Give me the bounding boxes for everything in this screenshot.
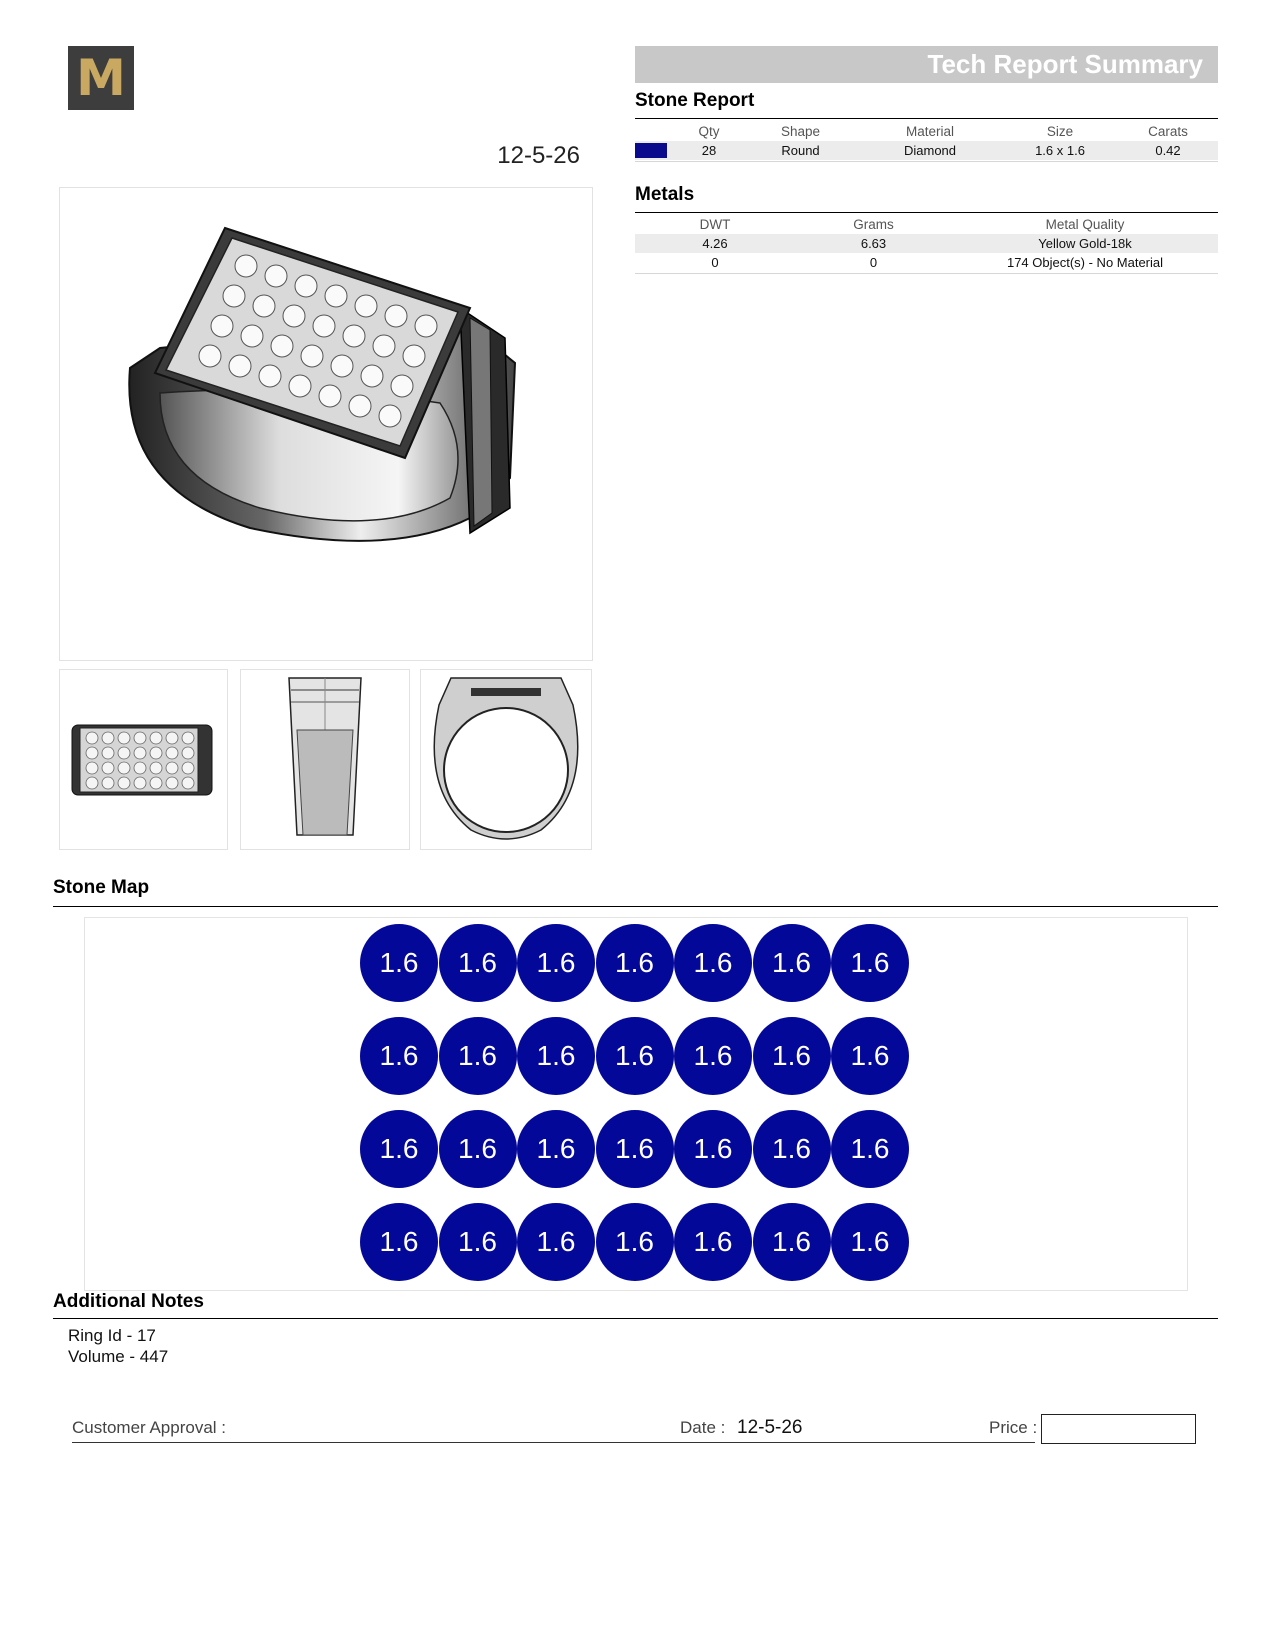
- stone-marker: 1.6: [439, 1203, 517, 1281]
- stone-marker: 1.6: [596, 924, 674, 1002]
- stone-marker: 1.6: [517, 1203, 595, 1281]
- ring-perspective-image: [60, 188, 592, 660]
- stone-marker: 1.6: [439, 1110, 517, 1188]
- stone-marker: 1.6: [753, 1110, 831, 1188]
- stone-map: [84, 917, 1188, 1291]
- swatch-column-header: [635, 121, 675, 141]
- ring-side-view-image: [241, 670, 409, 849]
- stone-marker: 1.6: [596, 1110, 674, 1188]
- table-row: [635, 253, 1218, 272]
- column-header-carats: Carats: [1148, 123, 1188, 139]
- metal-quality: 174 Object(s) - No Material: [1006, 255, 1164, 270]
- stone-marker: 1.6: [517, 1017, 595, 1095]
- stone-map-heading: Stone Map: [53, 877, 150, 898]
- metals-header-row: [635, 214, 1218, 234]
- stone-report-header-row: [635, 121, 1218, 141]
- ring-front-view: [420, 669, 592, 850]
- stone-carats: 0.42: [1118, 141, 1218, 160]
- stone-marker: 1.6: [831, 1203, 909, 1281]
- stone-marker: 1.6: [674, 1017, 752, 1095]
- ring-side-view: [240, 669, 410, 850]
- ring-perspective-view: [59, 187, 593, 661]
- stone-size: 1.6 x 1.6: [1002, 141, 1118, 160]
- stone-marker: 1.6: [517, 1110, 595, 1188]
- column-header-shape: Shape: [780, 123, 821, 139]
- metals-heading: Metals: [635, 184, 695, 205]
- date-value: 12-5-26: [737, 1417, 803, 1438]
- metal-dwt: 4.26: [635, 234, 795, 253]
- metal-grams: 6.63: [795, 234, 952, 253]
- stone-report-bottom-rule: [635, 161, 1218, 162]
- price-field[interactable]: [1041, 1414, 1196, 1444]
- stone-marker: 1.6: [439, 1017, 517, 1095]
- column-header-size: Size: [1046, 123, 1074, 139]
- stone-color-swatch: [635, 143, 667, 158]
- column-header-dwt: DWT: [699, 216, 731, 232]
- date-label: Date :: [680, 1418, 726, 1437]
- report-title-bar: [635, 46, 1218, 83]
- notes-body: [68, 1325, 168, 1367]
- stone-marker: 1.6: [674, 1110, 752, 1188]
- stone-marker: 1.6: [360, 1203, 438, 1281]
- column-header-grams: Grams: [853, 216, 894, 232]
- additional-notes-heading: Additional Notes: [53, 1291, 204, 1312]
- stone-material: Diamond: [858, 141, 1002, 160]
- stone-marker: 1.6: [596, 1017, 674, 1095]
- ring-front-view-image: [421, 670, 591, 849]
- note-line: Volume - 447: [68, 1347, 169, 1366]
- stone-marker: 1.6: [596, 1203, 674, 1281]
- stone-qty: 28: [675, 141, 743, 160]
- stone-marker: 1.6: [674, 924, 752, 1002]
- table-row: [635, 234, 1218, 253]
- stone-marker: 1.6: [517, 924, 595, 1002]
- stone-report-heading: Stone Report: [635, 90, 755, 111]
- report-title: Tech Report Summary: [927, 49, 1203, 79]
- additional-notes-rule: [53, 1318, 1218, 1319]
- customer-approval-signature-line[interactable]: [72, 1442, 1035, 1443]
- stone-marker: 1.6: [753, 924, 831, 1002]
- stone-marker: 1.6: [753, 1017, 831, 1095]
- stone-report-rule: [635, 118, 1218, 119]
- stone-marker: 1.6: [831, 1017, 909, 1095]
- metals-bottom-rule: [635, 273, 1218, 274]
- price-label: Price :: [989, 1418, 1038, 1437]
- stone-marker: 1.6: [360, 1017, 438, 1095]
- stone-marker: 1.6: [360, 1110, 438, 1188]
- stone-marker: 1.6: [674, 1203, 752, 1281]
- metal-grams: 0: [869, 255, 878, 270]
- stone-shape: Round: [743, 141, 858, 160]
- column-header-metal-quality: Metal Quality: [1045, 216, 1125, 232]
- column-header-material: Material: [905, 123, 954, 139]
- ring-top-view-image: [60, 670, 227, 849]
- stone-map-rule: [53, 906, 1218, 907]
- column-header-qty: Qty: [698, 123, 720, 139]
- company-logo: [68, 46, 134, 110]
- metal-quality: Yellow Gold-18k: [952, 234, 1218, 253]
- table-row: [635, 141, 1218, 160]
- customer-approval-label: Customer Approval :: [72, 1418, 227, 1437]
- stone-report-table: [635, 121, 1218, 160]
- metals-table: [635, 214, 1218, 272]
- stone-marker: 1.6: [360, 924, 438, 1002]
- note-line: Ring Id - 17: [68, 1326, 156, 1345]
- metals-rule: [635, 212, 1218, 213]
- logo-letter: M: [76, 49, 126, 107]
- stone-marker: 1.6: [831, 1110, 909, 1188]
- ring-top-view: [59, 669, 228, 850]
- metal-dwt: 0: [711, 255, 719, 270]
- stone-marker: 1.6: [831, 924, 909, 1002]
- stone-marker: 1.6: [753, 1203, 831, 1281]
- header-date: 12-5-26: [497, 142, 580, 169]
- stone-marker: 1.6: [439, 924, 517, 1002]
